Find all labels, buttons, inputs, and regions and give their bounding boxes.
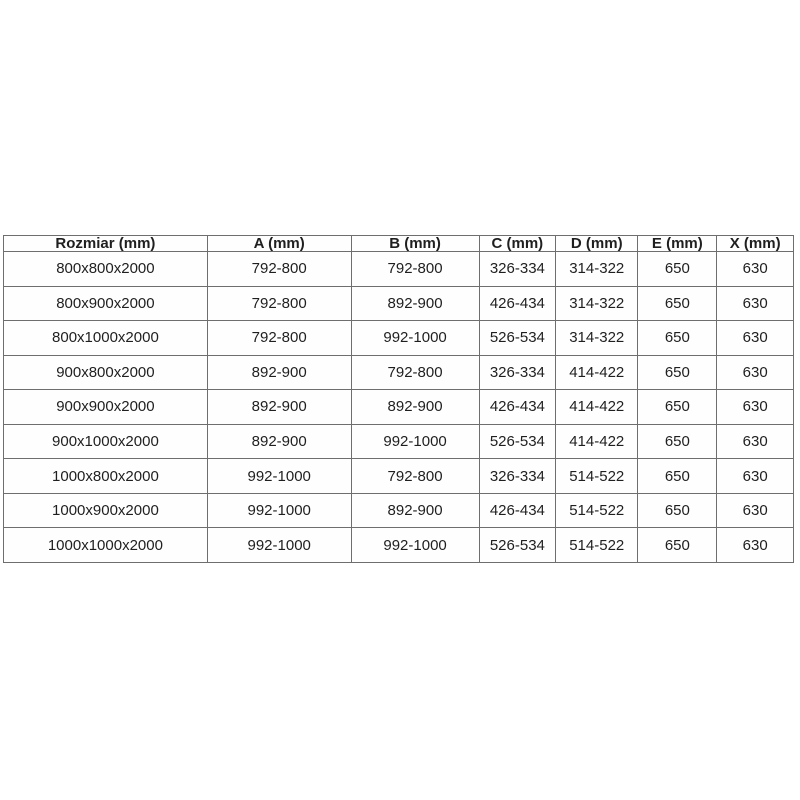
dimension-cell: 514-522 (556, 459, 638, 494)
column-header: C (mm) (479, 236, 556, 252)
column-header: Rozmiar (mm) (4, 236, 208, 252)
dimension-cell: 892-900 (351, 390, 479, 425)
dimension-cell: 526-534 (479, 424, 556, 459)
dimension-cell: 630 (717, 459, 794, 494)
dimension-cell: 326-334 (479, 355, 556, 390)
column-header: E (mm) (638, 236, 717, 252)
dimension-cell: 630 (717, 493, 794, 528)
dimension-cell: 892-900 (207, 424, 351, 459)
dimension-cell: 650 (638, 286, 717, 321)
dimension-cell: 414-422 (556, 424, 638, 459)
dimension-cell: 650 (638, 321, 717, 356)
table-row (4, 286, 794, 321)
dimension-cell: 630 (717, 424, 794, 459)
dimension-cell: 792-800 (351, 252, 479, 287)
size-cell: 800x900x2000 (4, 286, 208, 321)
dimension-cell: 426-434 (479, 286, 556, 321)
dimension-cell: 630 (717, 321, 794, 356)
dimension-cell: 650 (638, 528, 717, 563)
size-cell: 800x1000x2000 (4, 321, 208, 356)
dimension-cell: 650 (638, 459, 717, 494)
dimension-cell: 314-322 (556, 321, 638, 356)
size-cell: 800x800x2000 (4, 252, 208, 287)
dimension-cell: 526-534 (479, 321, 556, 356)
dimension-cell: 426-434 (479, 493, 556, 528)
table-row (4, 528, 794, 563)
dimension-cell: 314-322 (556, 286, 638, 321)
dimension-cell: 326-334 (479, 459, 556, 494)
dimension-cell: 792-800 (207, 321, 351, 356)
dimension-cell: 650 (638, 493, 717, 528)
dimension-cell: 514-522 (556, 528, 638, 563)
dimension-cell: 630 (717, 528, 794, 563)
dimension-cell: 650 (638, 355, 717, 390)
dimension-cell: 792-800 (207, 252, 351, 287)
dimension-cell: 630 (717, 355, 794, 390)
table-row (4, 390, 794, 425)
dimension-cell: 630 (717, 390, 794, 425)
table-body (4, 252, 794, 563)
dimension-cell: 992-1000 (351, 321, 479, 356)
column-header: B (mm) (351, 236, 479, 252)
table-row (4, 355, 794, 390)
dimension-cell: 892-900 (207, 355, 351, 390)
dimension-cell: 650 (638, 390, 717, 425)
table-row (4, 459, 794, 494)
table-row (4, 424, 794, 459)
dimensions-table-wrapper (3, 235, 794, 563)
size-cell: 1000x800x2000 (4, 459, 208, 494)
dimension-cell: 992-1000 (207, 528, 351, 563)
dimension-cell: 630 (717, 286, 794, 321)
dimension-cell: 414-422 (556, 390, 638, 425)
table-row (4, 321, 794, 356)
column-header: A (mm) (207, 236, 351, 252)
dimension-cell: 892-900 (207, 390, 351, 425)
size-cell: 900x1000x2000 (4, 424, 208, 459)
dimension-cell: 426-434 (479, 390, 556, 425)
size-cell: 900x800x2000 (4, 355, 208, 390)
dimensions-table (3, 235, 794, 563)
dimension-cell: 892-900 (351, 286, 479, 321)
dimension-cell: 992-1000 (351, 424, 479, 459)
dimension-cell: 526-534 (479, 528, 556, 563)
table-header-row (4, 236, 794, 252)
dimension-cell: 892-900 (351, 493, 479, 528)
dimension-cell: 650 (638, 424, 717, 459)
dimension-cell: 792-800 (207, 286, 351, 321)
dimension-cell: 992-1000 (207, 459, 351, 494)
dimension-cell: 630 (717, 252, 794, 287)
dimension-cell: 326-334 (479, 252, 556, 287)
dimension-cell: 314-322 (556, 252, 638, 287)
dimension-cell: 792-800 (351, 459, 479, 494)
dimension-cell: 792-800 (351, 355, 479, 390)
table-row (4, 252, 794, 287)
size-cell: 1000x900x2000 (4, 493, 208, 528)
column-header: D (mm) (556, 236, 638, 252)
dimension-cell: 514-522 (556, 493, 638, 528)
dimension-cell: 992-1000 (207, 493, 351, 528)
table-row (4, 493, 794, 528)
dimension-cell: 650 (638, 252, 717, 287)
column-header: X (mm) (717, 236, 794, 252)
size-cell: 900x900x2000 (4, 390, 208, 425)
size-cell: 1000x1000x2000 (4, 528, 208, 563)
dimension-cell: 414-422 (556, 355, 638, 390)
dimension-cell: 992-1000 (351, 528, 479, 563)
